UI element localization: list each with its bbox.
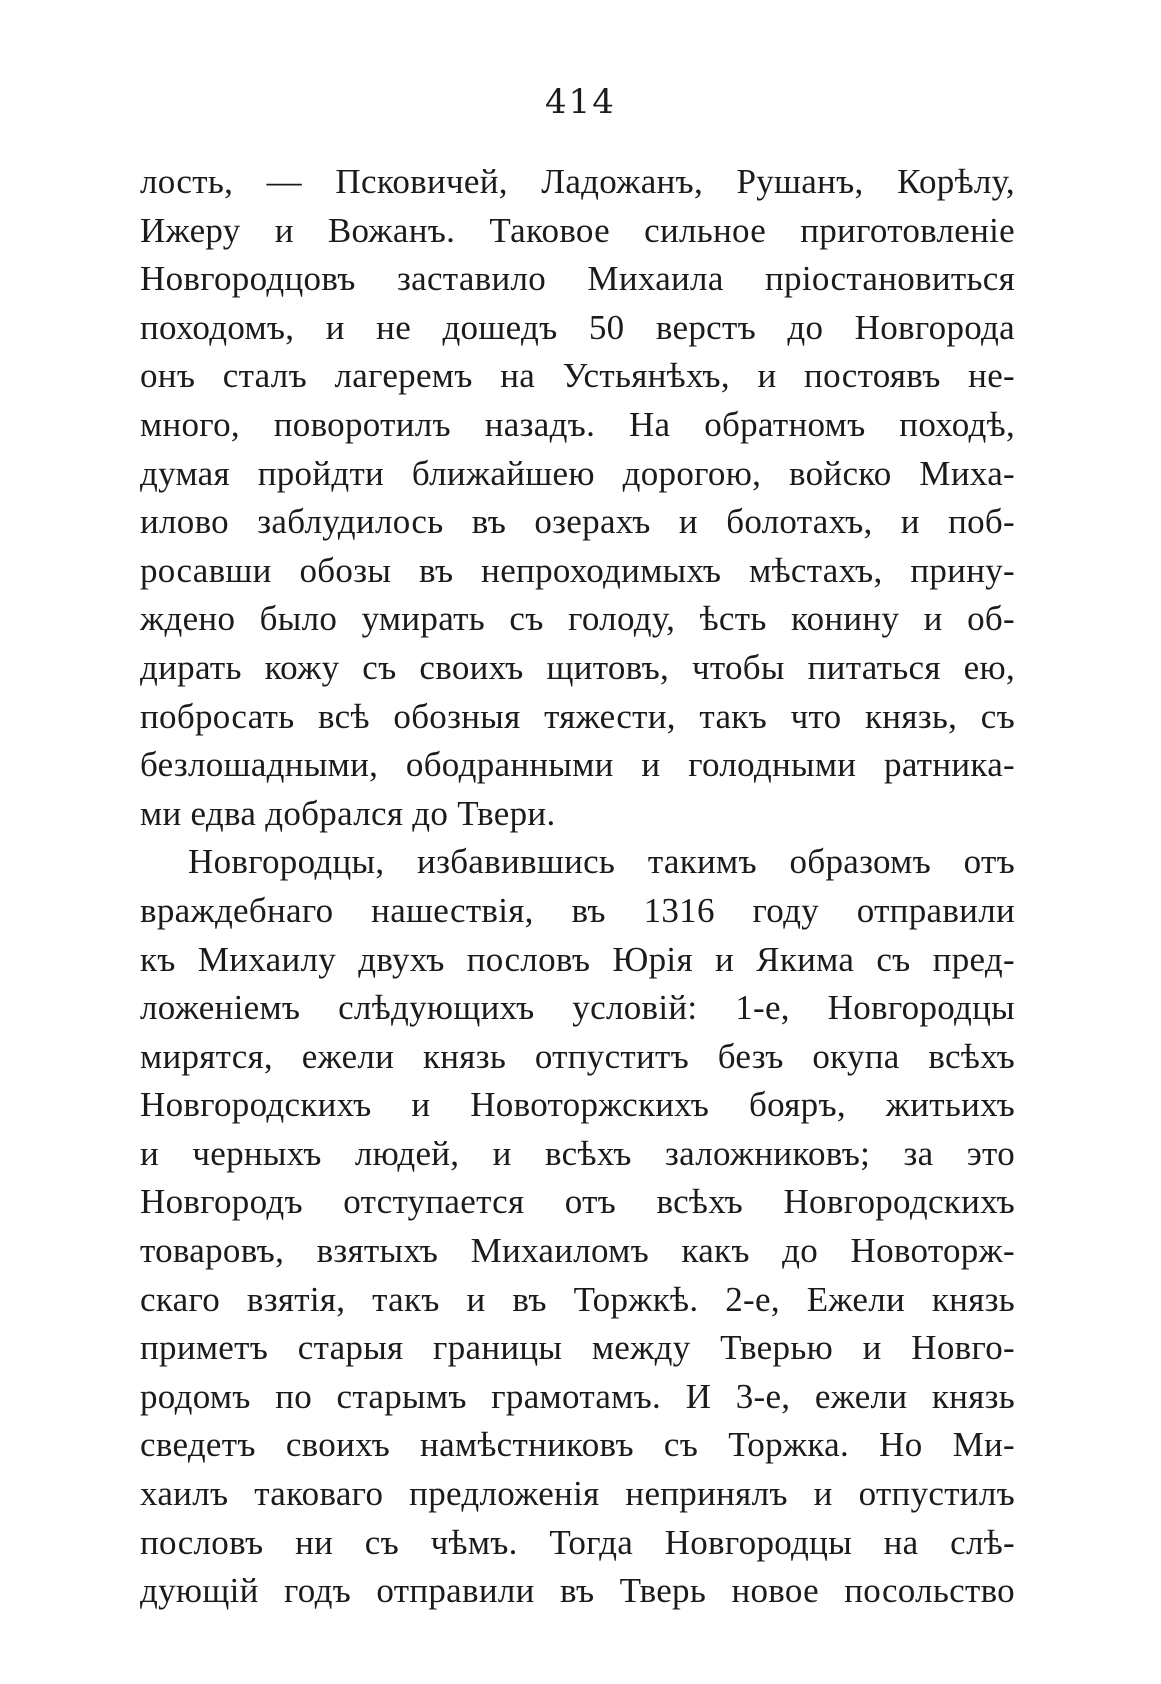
text-line: илово заблудилось въ озерахъ и болотахъ, и поб- bbox=[140, 502, 1015, 542]
text-line: хаилъ таковаго предложенія непринялъ и отпустилъ bbox=[140, 1474, 1015, 1514]
text-line: ждено было умирать съ голоду, ѣсть конину и об- bbox=[140, 599, 1015, 639]
text-line: товаровъ, взятыхъ Михаиломъ какъ до Новоторж- bbox=[140, 1231, 1015, 1271]
text-line: ложеніемъ слѣдующихъ условій: 1-е, Новгородцы bbox=[140, 988, 1015, 1028]
text-line: лость, — Псковичей, Ладожанъ, Рушанъ, Корѣлу, bbox=[140, 162, 1015, 201]
text-line: враждебнаго нашествія, въ 1316 году отправили bbox=[140, 890, 1015, 930]
text-line: дирать кожу съ своихъ щитовъ, чтобы питаться ею, bbox=[140, 647, 1015, 687]
text-line: и черныхъ людей, и всѣхъ заложниковъ; за это bbox=[140, 1133, 1015, 1173]
paragraph-first-line: Новгородцы, избавившись такимъ образомъ отъ bbox=[188, 842, 1015, 882]
text-line: Ижеру и Вожанъ. Таковое сильное приготовленіе bbox=[140, 210, 1015, 250]
text-line: къ Михаилу двухъ пословъ Юрія и Якима съ пред- bbox=[140, 939, 1015, 979]
text-line: онъ сталъ лагеремъ на Устьянѣхъ, и постоявъ не- bbox=[140, 356, 1015, 396]
text-line: много, поворотилъ назадъ. На обратномъ походѣ, bbox=[140, 404, 1015, 444]
text-line: Новгородъ отступается отъ всѣхъ Новгородскихъ bbox=[140, 1182, 1015, 1222]
text-line: походомъ, и не дошедъ 50 верстъ до Новгорода bbox=[140, 307, 1015, 347]
text-line: мирятся, ежели князь отпуститъ безъ окупа всѣхъ bbox=[140, 1036, 1015, 1076]
body-text bbox=[140, 158, 1015, 1616]
page-number: 414 bbox=[545, 82, 616, 122]
text-line: сведетъ своихъ намѣстниковъ съ Торжка. Но Ми- bbox=[140, 1425, 1015, 1465]
text-line: побросать всѣ обозныя тяжести, такъ что князь, съ bbox=[140, 696, 1015, 736]
text-line: безлошадными, ободранными и голодными ратника- bbox=[140, 745, 1015, 785]
text-line: Новгородскихъ и Новоторжскихъ бояръ, житьихъ bbox=[140, 1085, 1015, 1125]
text-line: родомъ по старымъ грамотамъ. И 3-е, ежели князь bbox=[140, 1376, 1015, 1416]
paragraph-end-line: ми едва добрался до Твери. bbox=[140, 793, 556, 833]
text-line: приметъ старыя границы между Тверью и Новго- bbox=[140, 1328, 1015, 1368]
text-line: пословъ ни съ чѣмъ. Тогда Новгородцы на слѣ- bbox=[140, 1522, 1015, 1562]
text-line: думая пройдти ближайшею дорогою, войско Миха- bbox=[140, 453, 1015, 493]
text-line: Новгородцовъ заставило Михаила пріостановиться bbox=[140, 259, 1015, 299]
text-line: дующій годъ отправили въ Тверь новое посольство bbox=[140, 1571, 1015, 1611]
text-line: скаго взятія, такъ и въ Торжкѣ. 2-е, Ежели князь bbox=[140, 1279, 1015, 1319]
text-line: росавши обозы въ непроходимыхъ мѣстахъ, прину- bbox=[140, 550, 1015, 590]
